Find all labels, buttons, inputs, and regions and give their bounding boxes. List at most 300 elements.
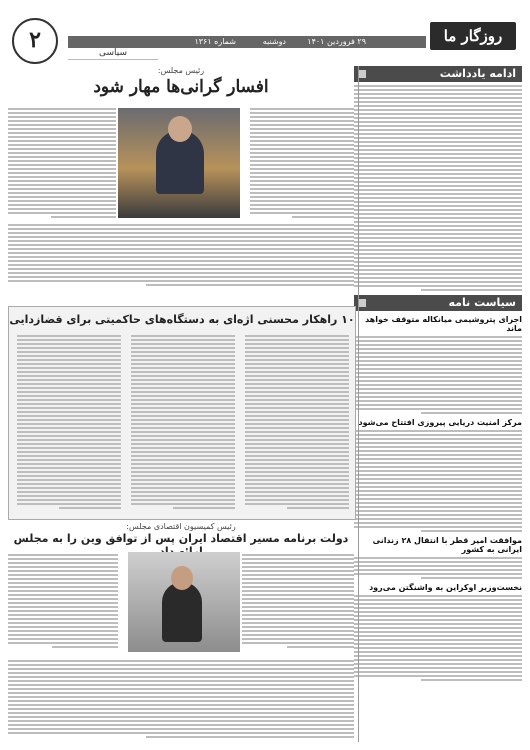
text-line <box>8 618 118 620</box>
text-line <box>354 486 522 488</box>
text-line <box>354 125 522 127</box>
text-line <box>131 403 235 405</box>
news-item-title[interactable]: مرکز امنیت دریایی پیروزی افتتاح می‌شود <box>358 418 522 427</box>
text-line <box>250 160 354 162</box>
text-line <box>8 642 118 644</box>
text-line <box>421 412 522 414</box>
text-line <box>354 205 522 207</box>
header-issue: شماره ۱۳۶۱ <box>194 37 236 46</box>
text-line <box>354 213 522 215</box>
text-line <box>354 105 522 107</box>
text-line <box>8 176 116 178</box>
text-line <box>8 148 116 150</box>
text-line <box>8 112 116 114</box>
text-line <box>8 606 118 608</box>
text-line <box>131 455 235 457</box>
text-line <box>242 622 354 624</box>
text-line <box>8 240 354 242</box>
text-line <box>354 450 522 452</box>
text-line <box>354 189 522 191</box>
text-line <box>8 660 354 662</box>
text-line <box>17 395 121 397</box>
text-line <box>245 495 349 497</box>
text-line <box>8 124 116 126</box>
text-line <box>146 284 354 286</box>
text-line <box>245 487 349 489</box>
text-line <box>17 375 121 377</box>
text-line <box>242 578 354 580</box>
header-day: دوشنبه <box>262 37 286 46</box>
article-title[interactable]: افسار گرانی‌ها مهار شود <box>93 77 269 97</box>
text-line <box>8 212 116 214</box>
text-line <box>245 431 349 433</box>
text-line <box>146 736 354 738</box>
text-line <box>242 566 354 568</box>
text-line <box>354 659 522 661</box>
text-line <box>8 120 116 122</box>
text-line <box>245 427 349 429</box>
text-line <box>354 565 522 567</box>
text-line <box>250 132 354 134</box>
sidebar-heading-label: سیاست نامه <box>448 296 516 309</box>
page-number: ۲ <box>12 18 58 64</box>
text-line <box>17 335 121 337</box>
text-line <box>131 415 235 417</box>
text-line <box>245 423 349 425</box>
text-line <box>354 137 522 139</box>
text-line <box>354 514 522 516</box>
column-divider <box>358 66 359 742</box>
text-line <box>17 499 121 501</box>
text-line <box>354 643 522 645</box>
article-title[interactable]: ۱۰ راهکار محسنی اژه‌ای به دستگاه‌های حاکمیتی برای قضازدایی <box>9 313 355 326</box>
text-line <box>17 435 121 437</box>
text-line <box>131 399 235 401</box>
text-line <box>8 276 354 278</box>
text-line <box>250 200 354 202</box>
text-line <box>245 347 349 349</box>
news-item-body <box>354 595 522 681</box>
text-line <box>245 447 349 449</box>
text-line <box>354 185 522 187</box>
text-line <box>354 233 522 235</box>
text-line <box>17 411 121 413</box>
text-column <box>245 333 349 511</box>
text-line <box>354 129 522 131</box>
text-line <box>17 455 121 457</box>
text-line <box>354 607 522 609</box>
text-line <box>17 403 121 405</box>
boxed-article <box>8 306 356 520</box>
text-line <box>17 483 121 485</box>
text-line <box>354 376 522 378</box>
text-line <box>354 249 522 251</box>
text-line <box>354 225 522 227</box>
text-line <box>8 232 354 234</box>
text-line <box>354 209 522 211</box>
text-line <box>8 152 116 154</box>
text-line <box>8 708 354 710</box>
text-line <box>354 85 522 87</box>
text-line <box>131 411 235 413</box>
text-line <box>17 363 121 365</box>
text-line <box>8 268 354 270</box>
text-line <box>245 463 349 465</box>
text-line <box>8 638 118 640</box>
news-item-title[interactable]: نخست‌وزیر اوکراین به واشنگتن می‌رود <box>369 583 522 592</box>
text-line <box>245 439 349 441</box>
text-line <box>17 479 121 481</box>
text-line <box>131 471 235 473</box>
text-line <box>8 626 118 628</box>
text-line <box>8 570 118 572</box>
text-line <box>242 574 354 576</box>
text-line <box>131 431 235 433</box>
article-title[interactable]: دولت برنامه مسیر اقتصاد ایران پس از توافق وین را به مجلس <box>13 532 349 545</box>
text-line <box>8 594 118 596</box>
text-line <box>8 724 354 726</box>
text-line <box>245 343 349 345</box>
text-column <box>17 333 121 511</box>
text-line <box>354 181 522 183</box>
text-line <box>17 407 121 409</box>
text-line <box>8 630 118 632</box>
text-line <box>354 117 522 119</box>
text-line <box>17 459 121 461</box>
text-line <box>354 380 522 382</box>
article-photo <box>118 108 240 218</box>
text-line <box>354 133 522 135</box>
text-line <box>354 518 522 520</box>
text-line <box>354 569 522 571</box>
text-line <box>8 136 116 138</box>
text-line <box>354 388 522 390</box>
text-line <box>354 446 522 448</box>
text-line <box>8 704 354 706</box>
text-line <box>8 156 116 158</box>
article-photo <box>128 552 240 652</box>
news-item-body <box>354 557 522 579</box>
text-line <box>131 355 235 357</box>
text-line <box>8 160 116 162</box>
text-line <box>245 475 349 477</box>
text-line <box>250 128 354 130</box>
text-line <box>8 128 116 130</box>
text-line <box>354 474 522 476</box>
text-line <box>354 165 522 167</box>
text-line <box>245 387 349 389</box>
text-line <box>242 610 354 612</box>
text-line <box>8 140 116 142</box>
text-line <box>17 443 121 445</box>
text-line <box>242 586 354 588</box>
text-line <box>8 634 118 636</box>
text-line <box>245 355 349 357</box>
text-line <box>354 145 522 147</box>
text-block <box>8 222 354 288</box>
text-line <box>17 415 121 417</box>
text-line <box>354 663 522 665</box>
text-line <box>245 435 349 437</box>
text-line <box>131 483 235 485</box>
text-line <box>250 188 354 190</box>
text-line <box>354 257 522 259</box>
text-line <box>354 344 522 346</box>
text-line <box>354 466 522 468</box>
text-line <box>354 651 522 653</box>
text-line <box>8 590 118 592</box>
text-line <box>354 635 522 637</box>
text-line <box>354 217 522 219</box>
text-line <box>354 611 522 613</box>
text-line <box>354 392 522 394</box>
text-line <box>354 161 522 163</box>
text-line <box>8 248 354 250</box>
text-line <box>250 116 354 118</box>
text-line <box>250 144 354 146</box>
text-line <box>8 252 354 254</box>
text-line <box>8 672 354 674</box>
section-label: سیاسی <box>68 47 158 60</box>
text-line <box>131 387 235 389</box>
text-line <box>245 351 349 353</box>
text-line <box>354 157 522 159</box>
lead-article <box>8 66 354 304</box>
text-line <box>354 364 522 366</box>
text-line <box>131 495 235 497</box>
text-line <box>17 491 121 493</box>
text-line <box>250 208 354 210</box>
text-line <box>242 638 354 640</box>
text-line <box>8 586 118 588</box>
text-line <box>250 184 354 186</box>
text-line <box>250 192 354 194</box>
text-line <box>354 261 522 263</box>
text-line <box>242 634 354 636</box>
text-line <box>8 582 118 584</box>
text-line <box>8 192 116 194</box>
text-line <box>131 343 235 345</box>
text-line <box>245 339 349 341</box>
text-line <box>8 574 118 576</box>
text-line <box>245 403 349 405</box>
text-line <box>354 434 522 436</box>
text-line <box>131 367 235 369</box>
text-line <box>245 379 349 381</box>
text-line <box>354 340 522 342</box>
text-line <box>250 152 354 154</box>
text-line <box>354 408 522 410</box>
text-line <box>242 602 354 604</box>
text-line <box>354 400 522 402</box>
text-line <box>131 363 235 365</box>
text-line <box>354 372 522 374</box>
text-line <box>287 507 349 509</box>
text-line <box>354 384 522 386</box>
speaker-head <box>168 116 192 142</box>
text-line <box>131 451 235 453</box>
news-item-title[interactable]: موافقت امیر قطر با انتقال ۲۸ زندانی ایرانی به کشور <box>372 536 522 554</box>
text-line <box>17 439 121 441</box>
text-line <box>354 430 522 432</box>
text-line <box>250 124 354 126</box>
text-line <box>8 680 354 682</box>
header-date: ۲۹ فروردین ۱۴۰۱ <box>307 37 366 46</box>
text-line <box>8 280 354 282</box>
text-line <box>17 463 121 465</box>
text-line <box>8 200 116 202</box>
speaker-figure <box>162 582 202 642</box>
text-line <box>242 594 354 596</box>
speaker-head <box>171 566 193 590</box>
newspaper-logo[interactable]: روزگار ما <box>430 22 516 50</box>
text-line <box>242 626 354 628</box>
text-line <box>354 631 522 633</box>
text-line <box>250 212 354 214</box>
text-line <box>131 499 235 501</box>
square-icon <box>358 70 366 78</box>
text-line <box>250 180 354 182</box>
text-line <box>131 491 235 493</box>
text-line <box>131 443 235 445</box>
text-line <box>8 692 354 694</box>
square-icon <box>358 299 366 307</box>
text-line <box>354 404 522 406</box>
text-line <box>242 618 354 620</box>
text-line <box>52 646 118 648</box>
text-line <box>354 356 522 358</box>
text-line <box>8 716 354 718</box>
text-line <box>17 359 121 361</box>
text-line <box>245 419 349 421</box>
text-line <box>173 507 235 509</box>
text-line <box>245 335 349 337</box>
text-line <box>131 467 235 469</box>
text-line <box>8 712 354 714</box>
text-line <box>245 459 349 461</box>
text-line <box>131 447 235 449</box>
text-line <box>245 455 349 457</box>
text-line <box>354 526 522 528</box>
text-line <box>17 347 121 349</box>
text-line <box>242 558 354 560</box>
text-line <box>8 132 116 134</box>
text-line <box>354 269 522 271</box>
text-line <box>354 458 522 460</box>
text-line <box>354 595 522 597</box>
text-line <box>8 732 354 734</box>
text-line <box>8 700 354 702</box>
text-line <box>17 487 121 489</box>
news-item-title[interactable]: اجرای پتروشیمی میانکاله متوقف خواهد ماند <box>365 315 522 333</box>
text-line <box>8 116 116 118</box>
text-line <box>242 554 354 556</box>
text-line <box>8 272 354 274</box>
text-line <box>245 467 349 469</box>
text-line <box>250 196 354 198</box>
text-line <box>354 438 522 440</box>
text-line <box>242 630 354 632</box>
text-line <box>354 229 522 231</box>
text-line <box>354 506 522 508</box>
text-line <box>421 679 522 681</box>
text-line <box>242 570 354 572</box>
text-line <box>354 237 522 239</box>
text-line <box>59 507 121 509</box>
text-line <box>17 447 121 449</box>
text-line <box>354 121 522 123</box>
text-line <box>242 590 354 592</box>
text-line <box>131 487 235 489</box>
text-line <box>354 336 522 338</box>
text-line <box>8 720 354 722</box>
text-line <box>17 471 121 473</box>
text-line <box>51 216 116 218</box>
text-line <box>131 423 235 425</box>
text-line <box>17 351 121 353</box>
text-line <box>17 399 121 401</box>
text-line <box>354 109 522 111</box>
text-line <box>8 558 118 560</box>
text-line <box>8 614 118 616</box>
text-line <box>250 108 354 110</box>
text-line <box>242 598 354 600</box>
text-line <box>131 459 235 461</box>
sidebar-column <box>354 66 522 742</box>
text-line <box>17 379 121 381</box>
text-line <box>131 427 235 429</box>
text-line <box>8 172 116 174</box>
sidebar-heading-editorial <box>354 66 522 82</box>
text-line <box>17 427 121 429</box>
text-line <box>250 176 354 178</box>
text-line <box>17 371 121 373</box>
text-line <box>17 387 121 389</box>
text-line <box>131 439 235 441</box>
text-line <box>354 221 522 223</box>
text-line <box>8 602 118 604</box>
text-line <box>8 108 116 110</box>
article-kicker: رئیس کمیسیون اقتصادی مجلس: <box>126 522 236 531</box>
text-line <box>17 431 121 433</box>
text-line <box>421 530 522 532</box>
text-line <box>354 113 522 115</box>
text-line <box>17 423 121 425</box>
text-line <box>131 335 235 337</box>
text-line <box>354 502 522 504</box>
text-line <box>354 599 522 601</box>
editorial-body <box>354 85 522 291</box>
text-line <box>131 379 235 381</box>
text-line <box>131 395 235 397</box>
text-line <box>131 419 235 421</box>
text-line <box>354 253 522 255</box>
text-line <box>8 256 354 258</box>
text-line <box>17 391 121 393</box>
text-column <box>131 333 235 511</box>
text-line <box>354 360 522 362</box>
text-line <box>131 375 235 377</box>
text-line <box>8 204 116 206</box>
text-line <box>8 562 118 564</box>
text-line <box>8 696 354 698</box>
text-line <box>8 180 116 182</box>
text-line <box>8 610 118 612</box>
text-line <box>131 475 235 477</box>
text-block <box>8 658 354 740</box>
text-line <box>250 112 354 114</box>
text-line <box>354 141 522 143</box>
